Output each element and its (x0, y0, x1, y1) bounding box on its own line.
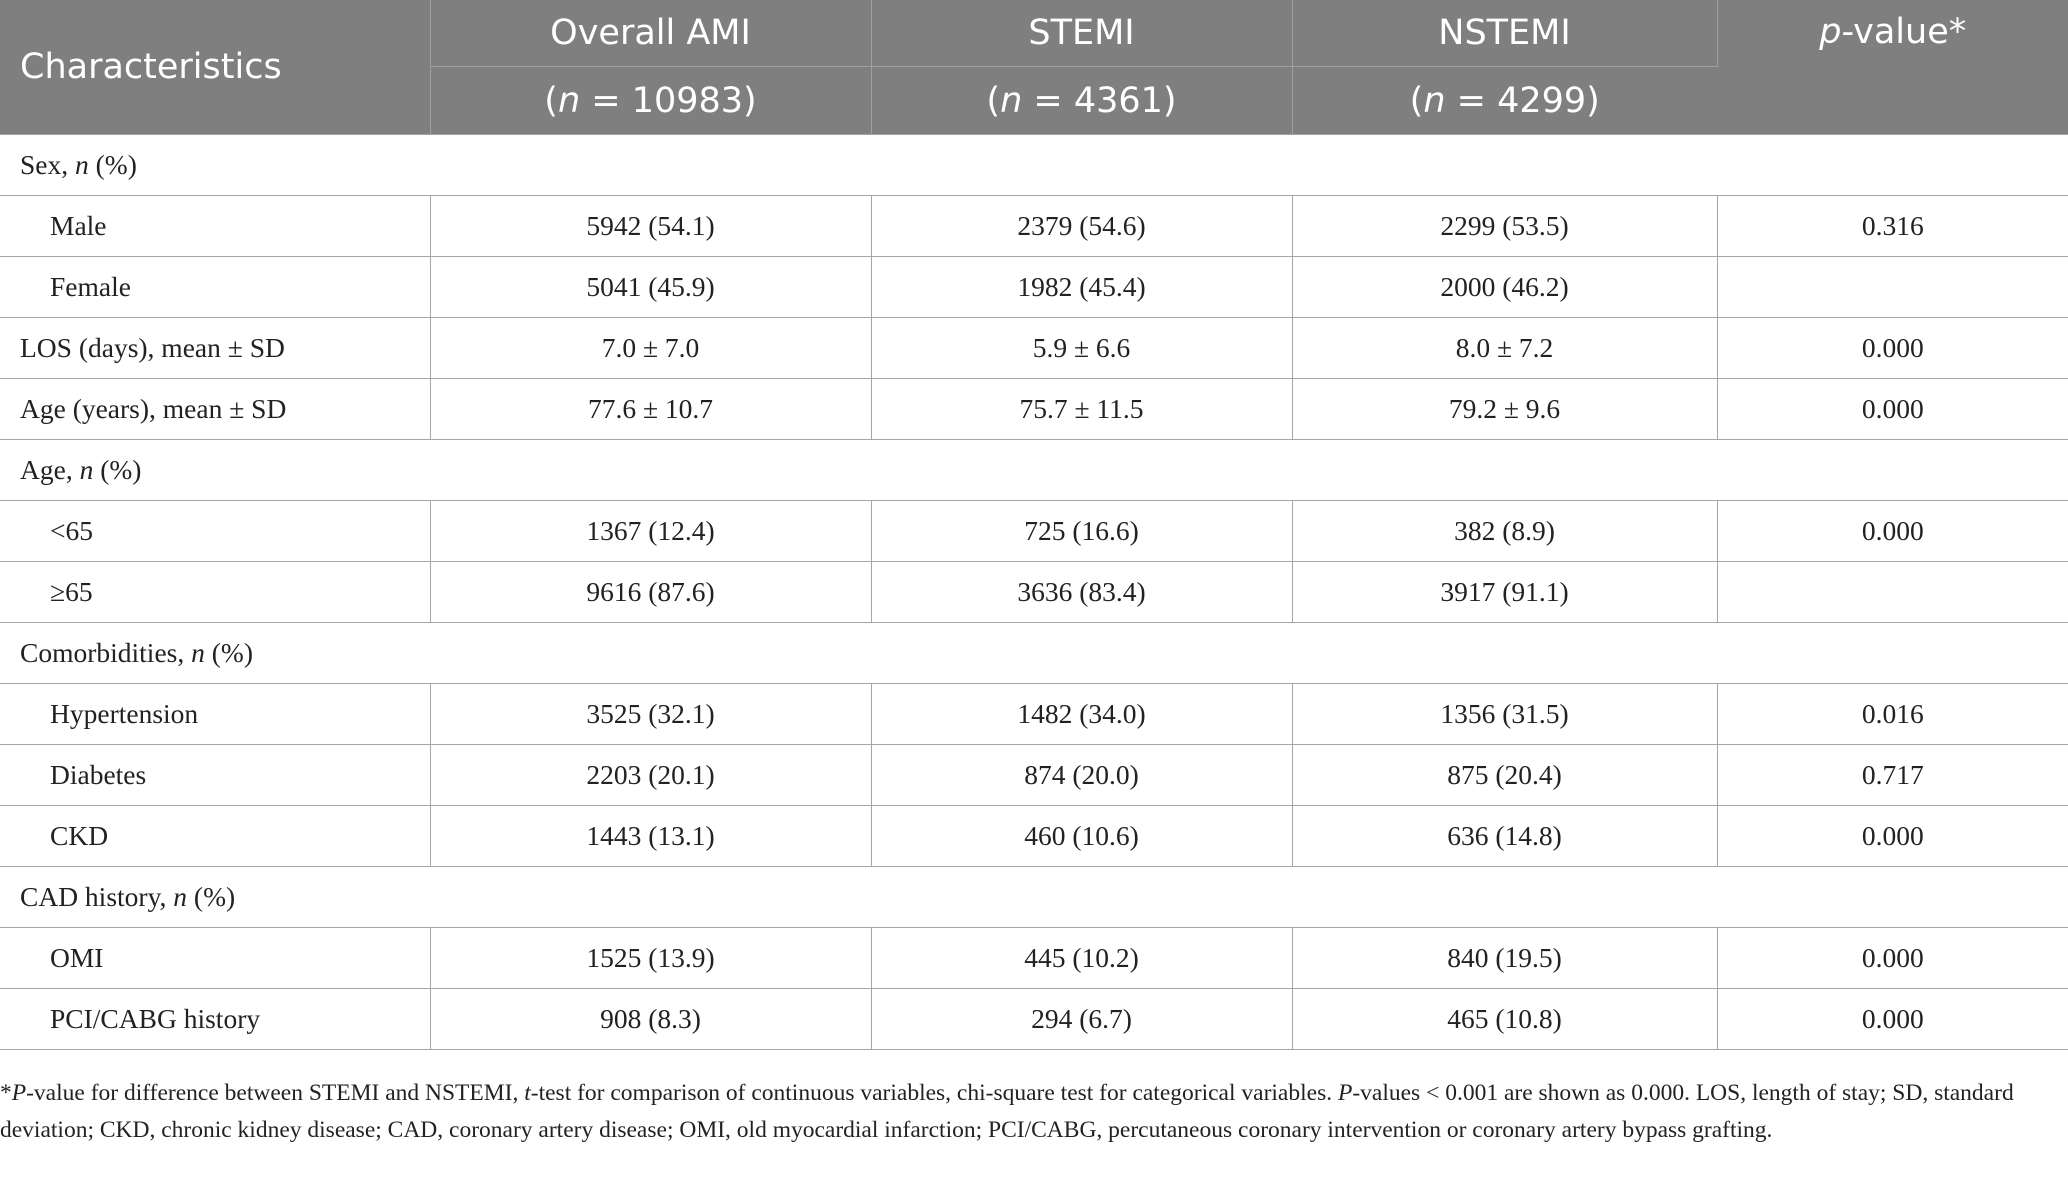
cell-stemi: 460 (10.6) (871, 806, 1292, 867)
group-row-comorbidities (0, 623, 2068, 684)
group-label: Comorbidities, n (%) (0, 623, 2068, 684)
cell-p-value: 0.000 (1717, 989, 2068, 1050)
cell-p-value: 0.000 (1717, 318, 2068, 379)
cell-p-value: 0.000 (1717, 928, 2068, 989)
cell-stemi: 5.9 ± 6.6 (871, 318, 1292, 379)
table-body (0, 135, 2068, 1050)
cell-p-value (1717, 257, 2068, 318)
header-stemi-n: (n = 4361) (871, 67, 1292, 135)
cell-overall: 9616 (87.6) (430, 562, 871, 623)
header-nstemi-n-value: 4299 (1497, 80, 1587, 121)
cell-stemi: 1982 (45.4) (871, 257, 1292, 318)
table-row (0, 745, 2068, 806)
cell-overall: 1525 (13.9) (430, 928, 871, 989)
table-row (0, 501, 2068, 562)
row-label: OMI (0, 928, 430, 989)
cell-overall: 5942 (54.1) (430, 196, 871, 257)
table-header (0, 0, 2068, 135)
table-row (0, 928, 2068, 989)
cell-p-value (1717, 562, 2068, 623)
group-row-age (0, 440, 2068, 501)
table-row (0, 806, 2068, 867)
cell-nstemi: 2000 (46.2) (1292, 257, 1717, 318)
cell-p-value: 0.316 (1717, 196, 2068, 257)
cell-p-value: 0.000 (1717, 806, 2068, 867)
cell-nstemi: 1356 (31.5) (1292, 684, 1717, 745)
cell-overall: 7.0 ± 7.0 (430, 318, 871, 379)
cell-nstemi: 3917 (91.1) (1292, 562, 1717, 623)
header-stemi: STEMI (871, 0, 1292, 67)
cell-nstemi: 875 (20.4) (1292, 745, 1717, 806)
cell-nstemi: 2299 (53.5) (1292, 196, 1717, 257)
table-row (0, 562, 2068, 623)
cell-stemi: 445 (10.2) (871, 928, 1292, 989)
group-row-cad-history (0, 867, 2068, 928)
row-label: Diabetes (0, 745, 430, 806)
group-label: CAD history, n (%) (0, 867, 2068, 928)
row-label: <65 (0, 501, 430, 562)
table-row (0, 684, 2068, 745)
cell-overall: 77.6 ± 10.7 (430, 379, 871, 440)
cell-p-value: 0.000 (1717, 379, 2068, 440)
header-p-value (1717, 0, 2068, 135)
cell-nstemi: 8.0 ± 7.2 (1292, 318, 1717, 379)
row-label: LOS (days), mean ± SD (0, 318, 430, 379)
cell-nstemi: 382 (8.9) (1292, 501, 1717, 562)
cell-p-value: 0.016 (1717, 684, 2068, 745)
table-row (0, 318, 2068, 379)
cell-overall: 5041 (45.9) (430, 257, 871, 318)
row-label: CKD (0, 806, 430, 867)
header-nstemi-n: (n = 4299) (1292, 67, 1717, 135)
cell-overall: 1443 (13.1) (430, 806, 871, 867)
group-row-sex (0, 135, 2068, 196)
table-row (0, 989, 2068, 1050)
row-label: ≥65 (0, 562, 430, 623)
cell-overall: 1367 (12.4) (430, 501, 871, 562)
cell-stemi: 75.7 ± 11.5 (871, 379, 1292, 440)
table-row (0, 379, 2068, 440)
group-label: Age, n (%) (0, 440, 2068, 501)
cell-p-value: 0.717 (1717, 745, 2068, 806)
cell-nstemi: 636 (14.8) (1292, 806, 1717, 867)
header-stemi-n-value: 4361 (1073, 80, 1163, 121)
header-overall-ami: Overall AMI (430, 0, 871, 67)
cell-stemi: 725 (16.6) (871, 501, 1292, 562)
cell-nstemi: 465 (10.8) (1292, 989, 1717, 1050)
header-overall-n-value: 10983 (631, 80, 744, 121)
header-row-1 (0, 0, 2068, 67)
header-nstemi: NSTEMI (1292, 0, 1717, 67)
cell-nstemi: 840 (19.5) (1292, 928, 1717, 989)
row-label: Male (0, 196, 430, 257)
header-p-rest: -value* (1841, 12, 1967, 52)
cell-overall: 2203 (20.1) (430, 745, 871, 806)
cell-p-value: 0.000 (1717, 501, 2068, 562)
header-characteristics: Characteristics (0, 0, 430, 135)
cell-overall: 3525 (32.1) (430, 684, 871, 745)
cell-nstemi: 79.2 ± 9.6 (1292, 379, 1717, 440)
header-p-italic: p (1819, 12, 1842, 52)
cell-stemi: 294 (6.7) (871, 989, 1292, 1050)
cell-stemi: 1482 (34.0) (871, 684, 1292, 745)
group-label: Sex, n (%) (0, 135, 2068, 196)
table-footnote: *P-value for difference between STEMI and NSTEMI, t-test for comparison of continuous variables, chi-square test for categorical variables. P-values < 0.001 are shown as 0.000. LOS, length of stay; SD, standard deviation; CKD, chronic kidney disease; CAD, coronary artery disease; OMI, old myocardial infarction; PCI/CABG, percutaneous coronary intervention or coronary artery bypass grafting. (0, 1080, 2014, 1143)
header-overall-n: (n = 10983) (430, 67, 871, 135)
cell-stemi: 2379 (54.6) (871, 196, 1292, 257)
row-label: Age (years), mean ± SD (0, 379, 430, 440)
cell-stemi: 3636 (83.4) (871, 562, 1292, 623)
row-label: Female (0, 257, 430, 318)
row-label: Hypertension (0, 684, 430, 745)
row-label: PCI/CABG history (0, 989, 430, 1050)
cell-overall: 908 (8.3) (430, 989, 871, 1050)
cell-stemi: 874 (20.0) (871, 745, 1292, 806)
table-row (0, 257, 2068, 318)
table-row (0, 196, 2068, 257)
